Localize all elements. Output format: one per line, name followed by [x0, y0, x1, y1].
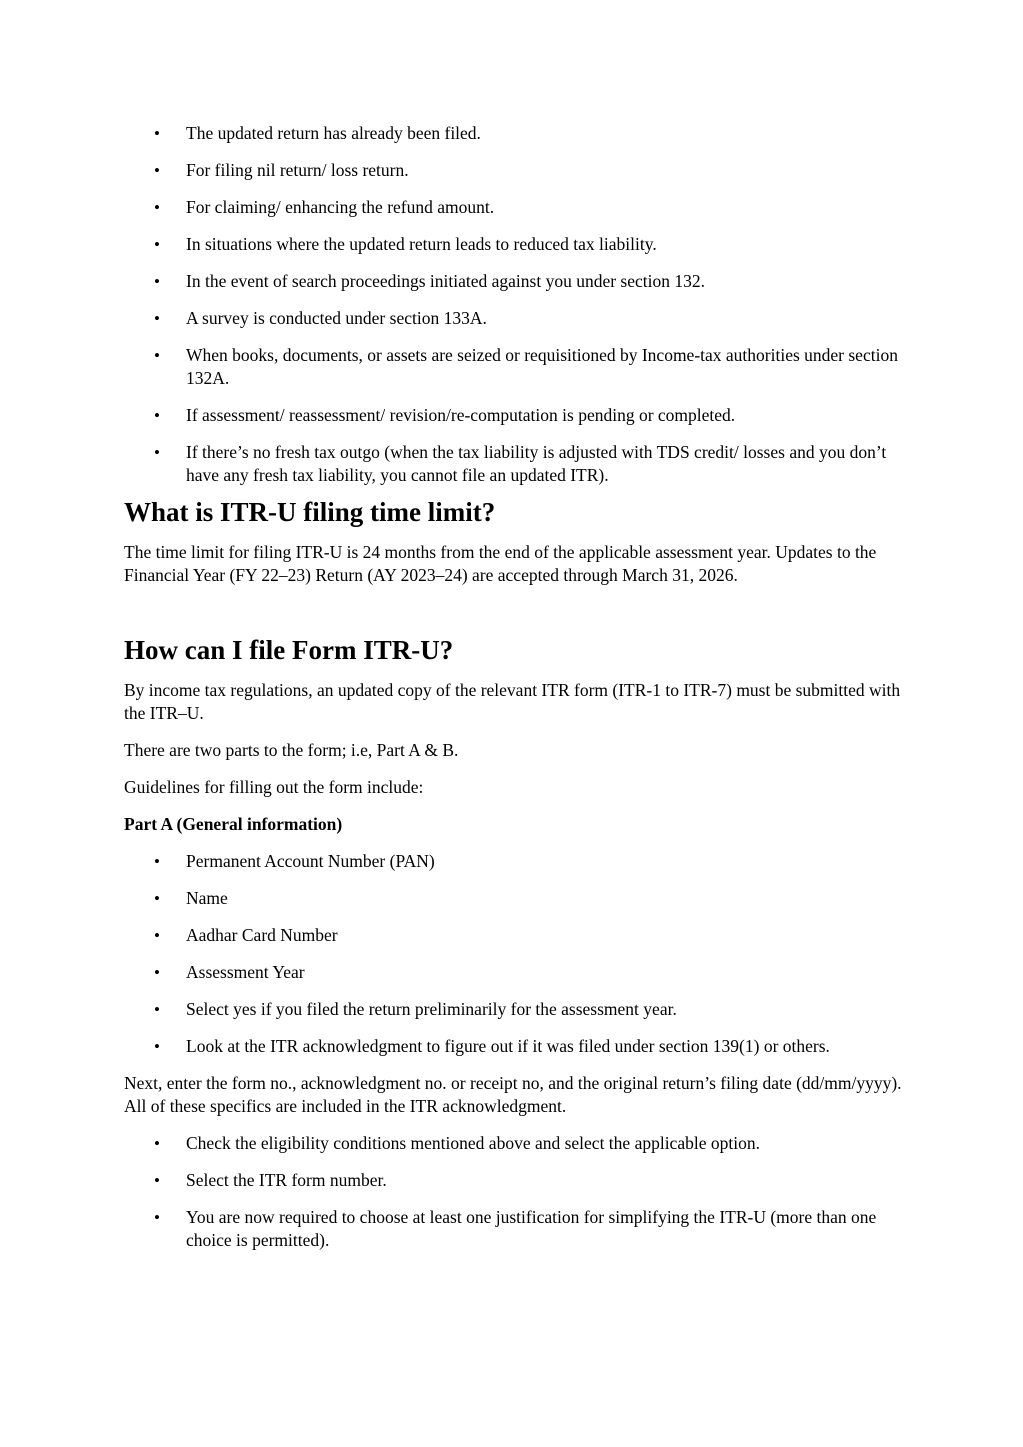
ineligibility-list: [124, 122, 905, 487]
list-item: • A survey is conducted under section 133A.: [186, 307, 905, 330]
how-to-file-paragraph-4: Next, enter the form no., acknowledgment no. or receipt no, and the original return’s filing date (dd/mm/yyyy). All of these specifics are included in the ITR acknowledgment.: [124, 1073, 902, 1116]
list-item: • For claiming/ enhancing the refund amount.: [186, 196, 905, 219]
list-item: • In situations where the updated return leads to reduced tax liability.: [186, 233, 905, 256]
list-item: • Select yes if you filed the return preliminarily for the assessment year.: [186, 998, 905, 1021]
list-item: • Assessment Year: [186, 961, 905, 984]
list-item: • Aadhar Card Number: [186, 924, 905, 947]
final-steps-list: [124, 1132, 905, 1252]
list-item: • When books, documents, or assets are seized or requisitioned by Income-tax authorities under section 132A.: [186, 344, 905, 390]
how-to-file-heading: How can I file Form ITR-U?: [124, 635, 454, 665]
list-item: • If there’s no fresh tax outgo (when the tax liability is adjusted with TDS credit/ losses and you don’t have any fresh tax liability, you cannot file an updated ITR).: [186, 441, 905, 487]
list-item: • Select the ITR form number.: [186, 1169, 905, 1192]
how-to-file-paragraph-1: By income tax regulations, an updated copy of the relevant ITR form (ITR-1 to ITR-7) must be submitted with the ITR–U.: [124, 680, 901, 723]
list-item: • Look at the ITR acknowledgment to figure out if it was filed under section 139(1) or others.: [186, 1035, 905, 1058]
list-item: • Permanent Account Number (PAN): [186, 850, 905, 873]
list-item: • The updated return has already been filed.: [186, 122, 905, 145]
list-item: • You are now required to choose at least one justification for simplifying the ITR-U (more than one choice is permitted).: [186, 1206, 905, 1252]
list-item: • If assessment/ reassessment/ revision/re-computation is pending or completed.: [186, 404, 905, 427]
list-item: • In the event of search proceedings initiated against you under section 132.: [186, 270, 905, 293]
list-item: • For filing nil return/ loss return.: [186, 159, 905, 182]
list-item: • Check the eligibility conditions mentioned above and select the applicable option.: [186, 1132, 905, 1155]
how-to-file-paragraph-3: Guidelines for filling out the form include:: [124, 777, 424, 797]
time-limit-paragraph: The time limit for filing ITR-U is 24 months from the end of the applicable assessment year. Updates to the Financial Year (FY 22–23) Return (AY 2023–24) are accepted through March 31, 2026.: [124, 542, 877, 585]
time-limit-heading: What is ITR-U filing time limit?: [124, 497, 496, 527]
list-item: • Name: [186, 887, 905, 910]
part-a-list: [124, 850, 905, 1058]
how-to-file-paragraph-2: There are two parts to the form; i.e, Part A & B.: [124, 740, 459, 760]
part-a-heading: Part A (General information): [124, 814, 343, 834]
